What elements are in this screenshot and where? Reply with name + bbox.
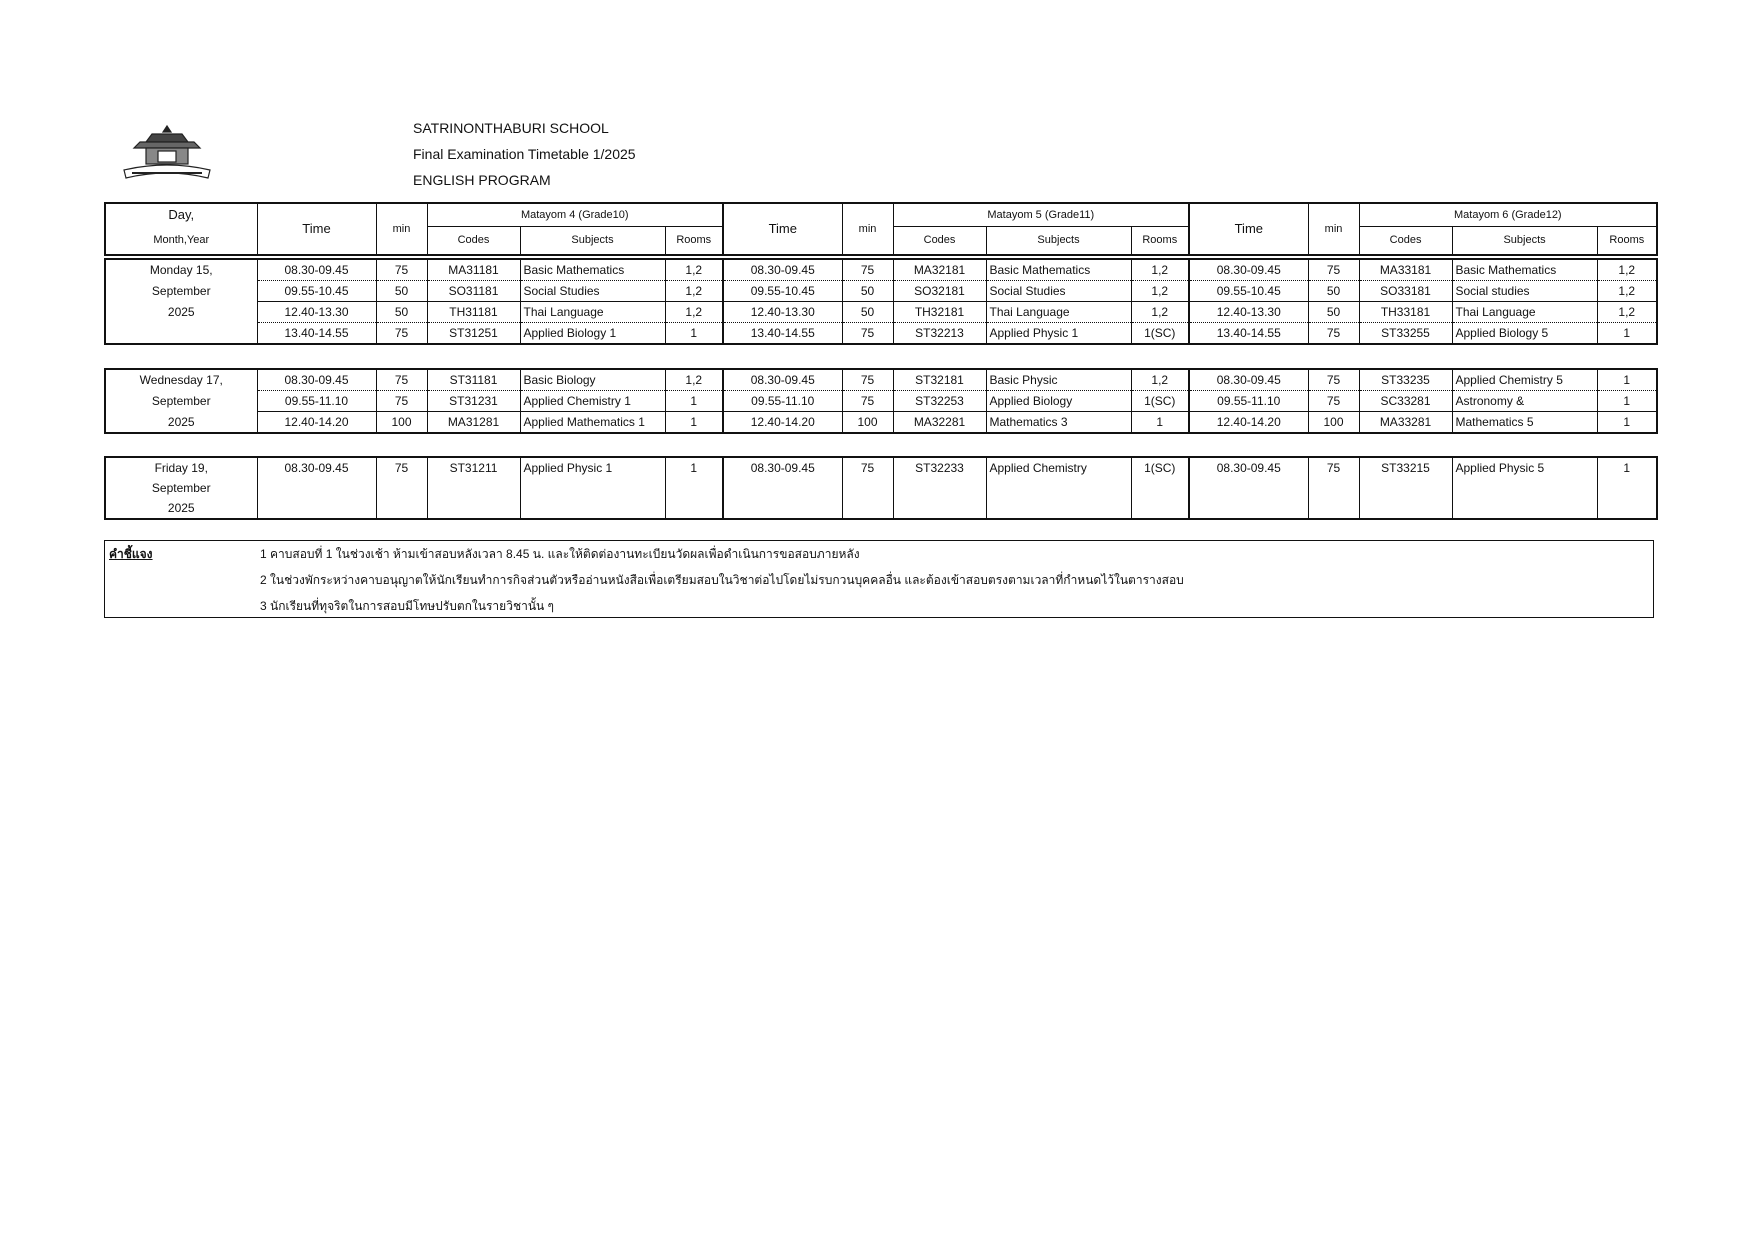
subject-cell: Basic Mathematics xyxy=(1452,259,1597,281)
codes-header: Codes xyxy=(1359,226,1452,255)
subject-cell: Applied Mathematics 1 xyxy=(520,412,665,434)
notes-label: คำชี้แจง xyxy=(109,547,153,561)
subject-cell: Basic Mathematics xyxy=(520,259,665,281)
time-cell: 12.40-13.30 xyxy=(1189,302,1308,323)
subject-cell: Astronomy & xyxy=(1452,391,1597,412)
note-item: 3 นักเรียนที่ทุจริตในการสอบมีโทษปรับตกในรายวิชานั้น ๆ xyxy=(260,599,555,613)
subject-cell: Mathematics 5 xyxy=(1452,412,1597,434)
rooms-header: Rooms xyxy=(1131,226,1189,255)
table-row xyxy=(105,323,1657,345)
codes-header: Codes xyxy=(427,226,520,255)
table-row xyxy=(105,498,1657,519)
time-cell: 13.40-14.55 xyxy=(1189,323,1308,345)
subject-cell: Thai Language xyxy=(1452,302,1597,323)
time-cell: 08.30-09.45 xyxy=(1189,259,1308,281)
room-cell: 1 xyxy=(665,391,723,412)
subject-cell: Basic Biology xyxy=(520,369,665,391)
code-cell: MA31281 xyxy=(427,412,520,434)
room-cell: 1,2 xyxy=(1131,369,1189,391)
day-block-wednesday xyxy=(104,368,1658,434)
time-cell: 08.30-09.45 xyxy=(257,259,376,281)
time-cell: 08.30-09.45 xyxy=(723,369,842,391)
time-cell: 08.30-09.45 xyxy=(723,259,842,281)
notes-box xyxy=(104,540,1654,618)
min-cell: 75 xyxy=(1308,457,1359,478)
code-cell: ST32233 xyxy=(893,457,986,478)
time-header: Time xyxy=(723,203,842,255)
day-label: Friday 19, xyxy=(154,461,208,475)
subject-cell: Thai Language xyxy=(520,302,665,323)
min-cell: 75 xyxy=(842,391,893,412)
time-cell: 09.55-10.45 xyxy=(257,281,376,302)
min-cell: 100 xyxy=(1308,412,1359,434)
room-cell: 1 xyxy=(665,323,723,345)
min-cell: 50 xyxy=(842,281,893,302)
subject-cell: Mathematics 3 xyxy=(986,412,1131,434)
code-cell: TH32181 xyxy=(893,302,986,323)
table-row xyxy=(105,369,1657,391)
time-header: Time xyxy=(257,203,376,255)
min-cell: 100 xyxy=(376,412,427,434)
month-year-header: Month,Year xyxy=(153,234,210,246)
subject-cell: Social Studies xyxy=(520,281,665,302)
subject-cell: Applied Biology 5 xyxy=(1452,323,1597,345)
rooms-header: Rooms xyxy=(665,226,723,255)
code-cell: SO31181 xyxy=(427,281,520,302)
code-cell: ST32253 xyxy=(893,391,986,412)
subjects-header: Subjects xyxy=(520,226,665,255)
day-header: Day, xyxy=(168,207,195,222)
room-cell: 1,2 xyxy=(665,281,723,302)
subject-cell: Basic Mathematics xyxy=(986,259,1131,281)
min-cell: 75 xyxy=(1308,259,1359,281)
room-cell: 1 xyxy=(665,457,723,478)
exam-title: Final Examination Timetable 1/2025 xyxy=(413,146,636,162)
room-cell: 1,2 xyxy=(1597,281,1657,302)
room-cell: 1(SC) xyxy=(1131,457,1189,478)
min-cell: 75 xyxy=(1308,369,1359,391)
min-cell: 50 xyxy=(376,302,427,323)
min-cell: 75 xyxy=(376,369,427,391)
code-cell: MA33281 xyxy=(1359,412,1452,434)
room-cell: 1 xyxy=(1597,412,1657,434)
time-cell: 09.55-10.45 xyxy=(723,281,842,302)
min-cell: 75 xyxy=(376,391,427,412)
time-cell: 08.30-09.45 xyxy=(257,457,376,478)
table-row xyxy=(105,281,1657,302)
subjects-header: Subjects xyxy=(1452,226,1597,255)
table-row xyxy=(105,478,1657,498)
code-cell: MA32281 xyxy=(893,412,986,434)
time-cell: 12.40-14.20 xyxy=(257,412,376,434)
table-row xyxy=(105,457,1657,478)
table-row xyxy=(105,302,1657,323)
code-cell: MA32181 xyxy=(893,259,986,281)
subject-cell: Applied Biology 1 xyxy=(520,323,665,345)
school-name: SATRINONTHABURI SCHOOL xyxy=(413,120,609,136)
room-cell: 1,2 xyxy=(1597,302,1657,323)
min-header: min xyxy=(842,203,893,255)
time-cell: 13.40-14.55 xyxy=(257,323,376,345)
subject-cell: Applied Chemistry 1 xyxy=(520,391,665,412)
grade10-header: Matayom 4 (Grade10) xyxy=(427,203,723,226)
subject-cell: Social studies xyxy=(1452,281,1597,302)
table-row xyxy=(105,391,1657,412)
subject-cell: Applied Chemistry xyxy=(986,457,1131,478)
timetable-header xyxy=(104,202,1658,256)
code-cell: MA31181 xyxy=(427,259,520,281)
room-cell: 1(SC) xyxy=(1131,323,1189,345)
subject-cell: Applied Biology xyxy=(986,391,1131,412)
table-row xyxy=(105,259,1657,281)
min-cell: 75 xyxy=(376,259,427,281)
day-label: September xyxy=(151,394,211,408)
room-cell: 1,2 xyxy=(665,302,723,323)
code-cell: ST32213 xyxy=(893,323,986,345)
time-cell: 08.30-09.45 xyxy=(1189,369,1308,391)
min-header: min xyxy=(1308,203,1359,255)
room-cell: 1 xyxy=(1597,323,1657,345)
day-label: September xyxy=(151,481,211,495)
code-cell: ST31211 xyxy=(427,457,520,478)
min-cell: 50 xyxy=(1308,281,1359,302)
code-cell: SC33281 xyxy=(1359,391,1452,412)
subject-cell: Basic Physic xyxy=(986,369,1131,391)
time-cell: 12.40-13.30 xyxy=(723,302,842,323)
program-name: ENGLISH PROGRAM xyxy=(413,172,551,188)
code-cell: SO33181 xyxy=(1359,281,1452,302)
min-cell: 50 xyxy=(1308,302,1359,323)
day-label: 2025 xyxy=(167,414,195,429)
min-cell: 100 xyxy=(842,412,893,434)
note-item: 1 คาบสอบที่ 1 ในช่วงเช้า ห้ามเข้าสอบหลังเวลา 8.45 น. และให้ติดต่องานทะเบียนวัดผลเพื่อดำเนินการขอสอบภายหลัง xyxy=(260,547,860,561)
table-row xyxy=(105,412,1657,434)
room-cell: 1,2 xyxy=(1131,302,1189,323)
min-cell: 75 xyxy=(1308,391,1359,412)
room-cell: 1 xyxy=(1131,412,1189,434)
room-cell: 1 xyxy=(1597,457,1657,478)
room-cell: 1(SC) xyxy=(1131,391,1189,412)
school-logo xyxy=(122,124,212,180)
min-cell: 50 xyxy=(842,302,893,323)
time-cell: 09.55-11.10 xyxy=(257,391,376,412)
min-cell: 75 xyxy=(842,369,893,391)
day-label: Monday 15, xyxy=(149,263,213,278)
note-item: 2 ในช่วงพักระหว่างคาบอนุญาตให้นักเรียนทำการกิจส่วนตัวหรืออ่านหนังสือเพื่อเตรียมสอบในวิชาต่อไปโดยไม่รบกวนบุคคลอื่น และต้องเข้าสอบตรงตามเวลาที่กำหนดไว้ในตารางสอบ xyxy=(260,573,1184,587)
subject-cell: Social Studies xyxy=(986,281,1131,302)
time-cell: 08.30-09.45 xyxy=(257,369,376,391)
day-label: Wednesday 17, xyxy=(139,373,223,388)
day-label xyxy=(105,323,257,345)
time-header: Time xyxy=(1189,203,1308,255)
day-block-monday xyxy=(104,258,1658,345)
subject-cell: Thai Language xyxy=(986,302,1131,323)
title-block xyxy=(413,115,636,193)
codes-header: Codes xyxy=(893,226,986,255)
room-cell: 1,2 xyxy=(1597,259,1657,281)
time-cell: 09.55-11.10 xyxy=(1189,391,1308,412)
subject-cell: Applied Physic 5 xyxy=(1452,457,1597,478)
subject-cell: Applied Physic 1 xyxy=(986,323,1131,345)
rooms-header: Rooms xyxy=(1597,226,1657,255)
time-cell: 09.55-10.45 xyxy=(1189,281,1308,302)
grade11-header: Matayom 5 (Grade11) xyxy=(893,203,1189,226)
day-block-friday xyxy=(104,456,1658,520)
min-cell: 75 xyxy=(1308,323,1359,345)
code-cell: ST32181 xyxy=(893,369,986,391)
min-cell: 75 xyxy=(376,323,427,345)
subjects-header: Subjects xyxy=(986,226,1131,255)
code-cell: ST31251 xyxy=(427,323,520,345)
code-cell: ST33215 xyxy=(1359,457,1452,478)
room-cell: 1,2 xyxy=(1131,281,1189,302)
day-label: 2025 xyxy=(167,501,195,515)
min-cell: 75 xyxy=(376,457,427,478)
code-cell: TH33181 xyxy=(1359,302,1452,323)
code-cell: ST33255 xyxy=(1359,323,1452,345)
grade12-header: Matayom 6 (Grade12) xyxy=(1359,203,1657,226)
room-cell: 1 xyxy=(665,412,723,434)
code-cell: ST33235 xyxy=(1359,369,1452,391)
code-cell: ST31231 xyxy=(427,391,520,412)
min-cell: 75 xyxy=(842,457,893,478)
time-cell: 13.40-14.55 xyxy=(723,323,842,345)
time-cell: 08.30-09.45 xyxy=(1189,457,1308,478)
code-cell: ST31181 xyxy=(427,369,520,391)
code-cell: TH31181 xyxy=(427,302,520,323)
room-cell: 1,2 xyxy=(665,369,723,391)
time-cell: 12.40-14.20 xyxy=(723,412,842,434)
time-cell: 12.40-13.30 xyxy=(257,302,376,323)
code-cell: SO32181 xyxy=(893,281,986,302)
room-cell: 1 xyxy=(1597,391,1657,412)
time-cell: 09.55-11.10 xyxy=(723,391,842,412)
day-label: September xyxy=(151,284,211,298)
room-cell: 1,2 xyxy=(665,259,723,281)
time-cell: 12.40-14.20 xyxy=(1189,412,1308,434)
time-cell: 08.30-09.45 xyxy=(723,457,842,478)
day-label: 2025 xyxy=(167,305,195,319)
subject-cell: Applied Physic 1 xyxy=(520,457,665,478)
room-cell: 1 xyxy=(1597,369,1657,391)
min-header: min xyxy=(376,203,427,255)
min-cell: 50 xyxy=(376,281,427,302)
room-cell: 1,2 xyxy=(1131,259,1189,281)
code-cell: MA33181 xyxy=(1359,259,1452,281)
subject-cell: Applied Chemistry 5 xyxy=(1452,369,1597,391)
min-cell: 75 xyxy=(842,259,893,281)
min-cell: 75 xyxy=(842,323,893,345)
